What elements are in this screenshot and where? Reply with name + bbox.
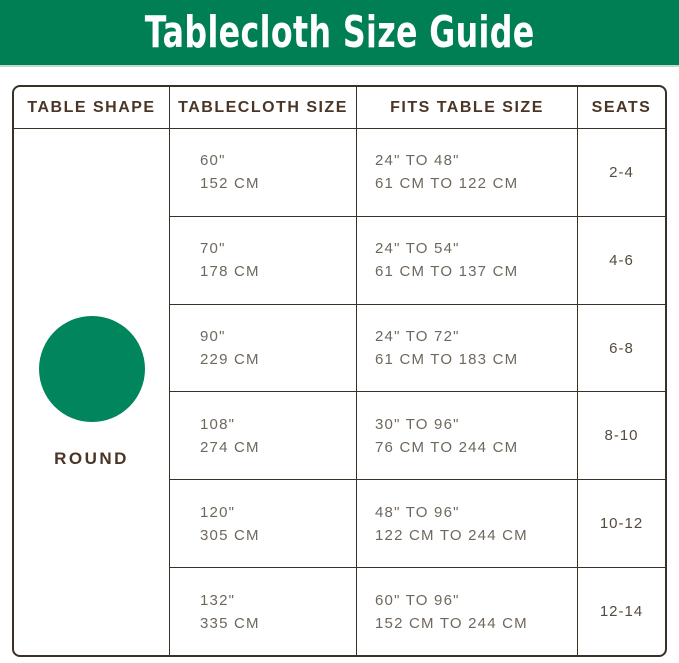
size-guide-table <box>12 85 667 657</box>
shape-label: ROUND <box>54 448 129 468</box>
fits-inches: 24" TO 54" <box>375 240 460 258</box>
size-cm: 229 CM <box>200 351 260 369</box>
table-row <box>170 568 665 655</box>
column-header-table-shape: TABLE SHAPE <box>14 87 170 128</box>
fits-table-size-cell <box>357 392 578 479</box>
fits-cm: 122 CM TO 244 CM <box>375 526 528 544</box>
fits-cm: 61 CM TO 122 CM <box>375 175 519 193</box>
fits-inches: 24" TO 48" <box>375 152 460 170</box>
tablecloth-size-cell <box>170 129 357 216</box>
table-shape-cell <box>14 129 170 655</box>
size-cm: 274 CM <box>200 438 260 456</box>
round-shape-icon <box>39 316 145 422</box>
fits-cm: 76 CM TO 244 CM <box>375 438 519 456</box>
tablecloth-size-cell <box>170 217 357 304</box>
page-title: Tablecloth Size Guide <box>144 6 535 58</box>
size-cm: 335 CM <box>200 614 260 632</box>
tablecloth-size-cell <box>170 392 357 479</box>
title-banner <box>0 0 679 67</box>
size-inches: 120" <box>200 503 236 521</box>
tablecloth-size-cell <box>170 305 357 392</box>
size-cm: 305 CM <box>200 526 260 544</box>
table-row <box>170 217 665 305</box>
fits-table-size-cell <box>357 480 578 567</box>
fits-table-size-cell <box>357 305 578 392</box>
column-header-tablecloth-size: TABLECLOTH SIZE <box>170 87 357 128</box>
fits-inches: 30" TO 96" <box>375 415 460 433</box>
column-header-seats: SEATS <box>591 98 652 116</box>
table-header-row <box>14 87 665 129</box>
seats-cell: 6-8 <box>609 339 634 357</box>
table-row <box>170 480 665 568</box>
size-cm: 152 CM <box>200 175 260 193</box>
size-inches: 60" <box>200 152 226 170</box>
tablecloth-size-cell <box>170 480 357 567</box>
seats-cell: 8-10 <box>604 427 639 445</box>
fits-cm: 61 CM TO 137 CM <box>375 263 519 281</box>
fits-table-size-cell <box>357 129 578 216</box>
table-row <box>170 129 665 217</box>
fits-inches: 24" TO 72" <box>375 328 460 346</box>
size-inches: 132" <box>200 591 236 609</box>
data-rows <box>170 129 665 655</box>
table-body <box>14 129 665 655</box>
size-inches: 70" <box>200 240 226 258</box>
tablecloth-size-cell <box>170 568 357 655</box>
seats-cell: 10-12 <box>599 515 644 533</box>
fits-table-size-cell <box>357 217 578 304</box>
seats-cell: 2-4 <box>609 163 634 181</box>
size-inches: 108" <box>200 415 236 433</box>
size-cm: 178 CM <box>200 263 260 281</box>
seats-cell: 4-6 <box>609 251 634 269</box>
fits-cm: 152 CM TO 244 CM <box>375 614 528 632</box>
fits-inches: 60" TO 96" <box>375 591 460 609</box>
fits-cm: 61 CM TO 183 CM <box>375 351 519 369</box>
size-inches: 90" <box>200 328 226 346</box>
fits-inches: 48" TO 96" <box>375 503 460 521</box>
table-row <box>170 392 665 480</box>
seats-cell: 12-14 <box>599 603 644 621</box>
column-header-fits-table-size: FITS TABLE SIZE <box>357 87 578 128</box>
table-row <box>170 305 665 393</box>
fits-table-size-cell <box>357 568 578 655</box>
